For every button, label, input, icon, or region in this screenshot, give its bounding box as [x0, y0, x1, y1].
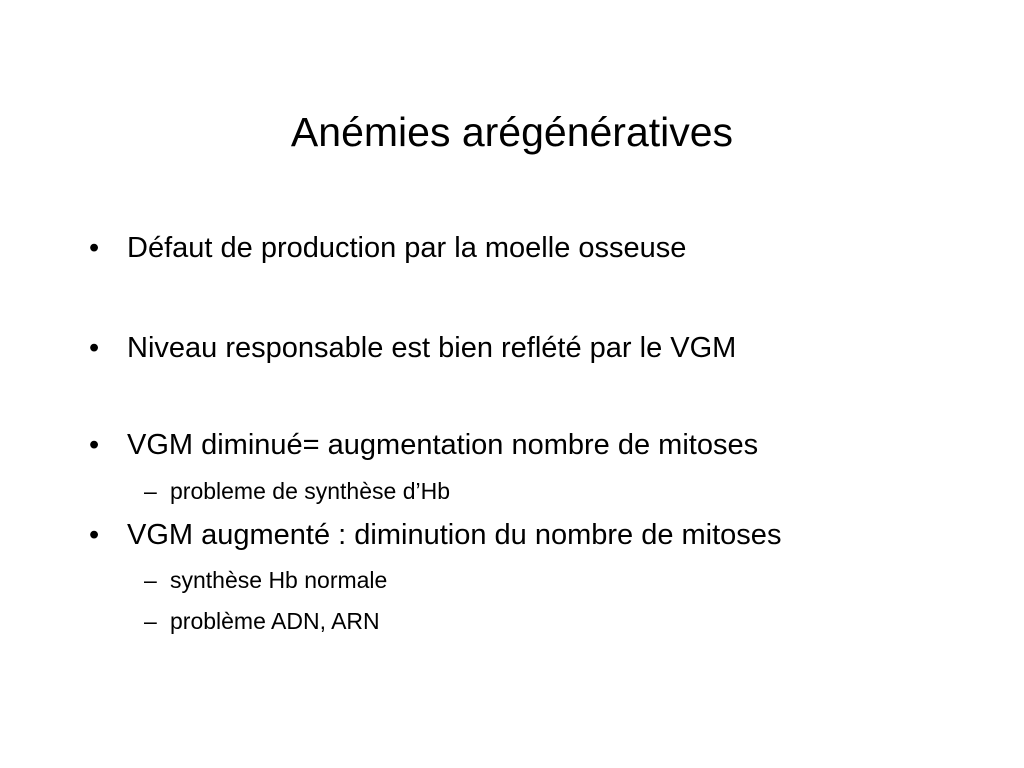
- sub-bullet-item: [144, 476, 450, 506]
- bullet-marker: •: [89, 232, 100, 264]
- bullet-marker: •: [89, 519, 100, 551]
- sub-bullet-marker: –: [144, 478, 157, 504]
- sub-bullet-text: probleme de synthèse d’Hb: [170, 478, 450, 504]
- bullet-text: Défaut de production par la moelle osseuse: [127, 232, 687, 264]
- sub-bullet-item: [144, 565, 388, 595]
- slide-title: Anémies arégénératives: [290, 109, 734, 155]
- bullet-text: VGM diminué= augmentation nombre de mitoses: [127, 429, 759, 461]
- bullet-text: VGM augmenté : diminution du nombre de mitoses: [127, 519, 782, 551]
- sub-bullet-text: problème ADN, ARN: [170, 608, 380, 634]
- bullet-item: [89, 230, 687, 266]
- bullet-item: [89, 517, 782, 553]
- bullet-text: Niveau responsable est bien reflété par le VGM: [127, 332, 737, 364]
- sub-bullet-item: [144, 606, 380, 636]
- bullet-item: [89, 330, 737, 366]
- sub-bullet-text: synthèse Hb normale: [170, 567, 388, 593]
- bullet-marker: •: [89, 429, 100, 461]
- bullet-marker: •: [89, 332, 100, 364]
- bullet-item: [89, 427, 759, 463]
- sub-bullet-marker: –: [144, 567, 157, 593]
- sub-bullet-marker: –: [144, 608, 157, 634]
